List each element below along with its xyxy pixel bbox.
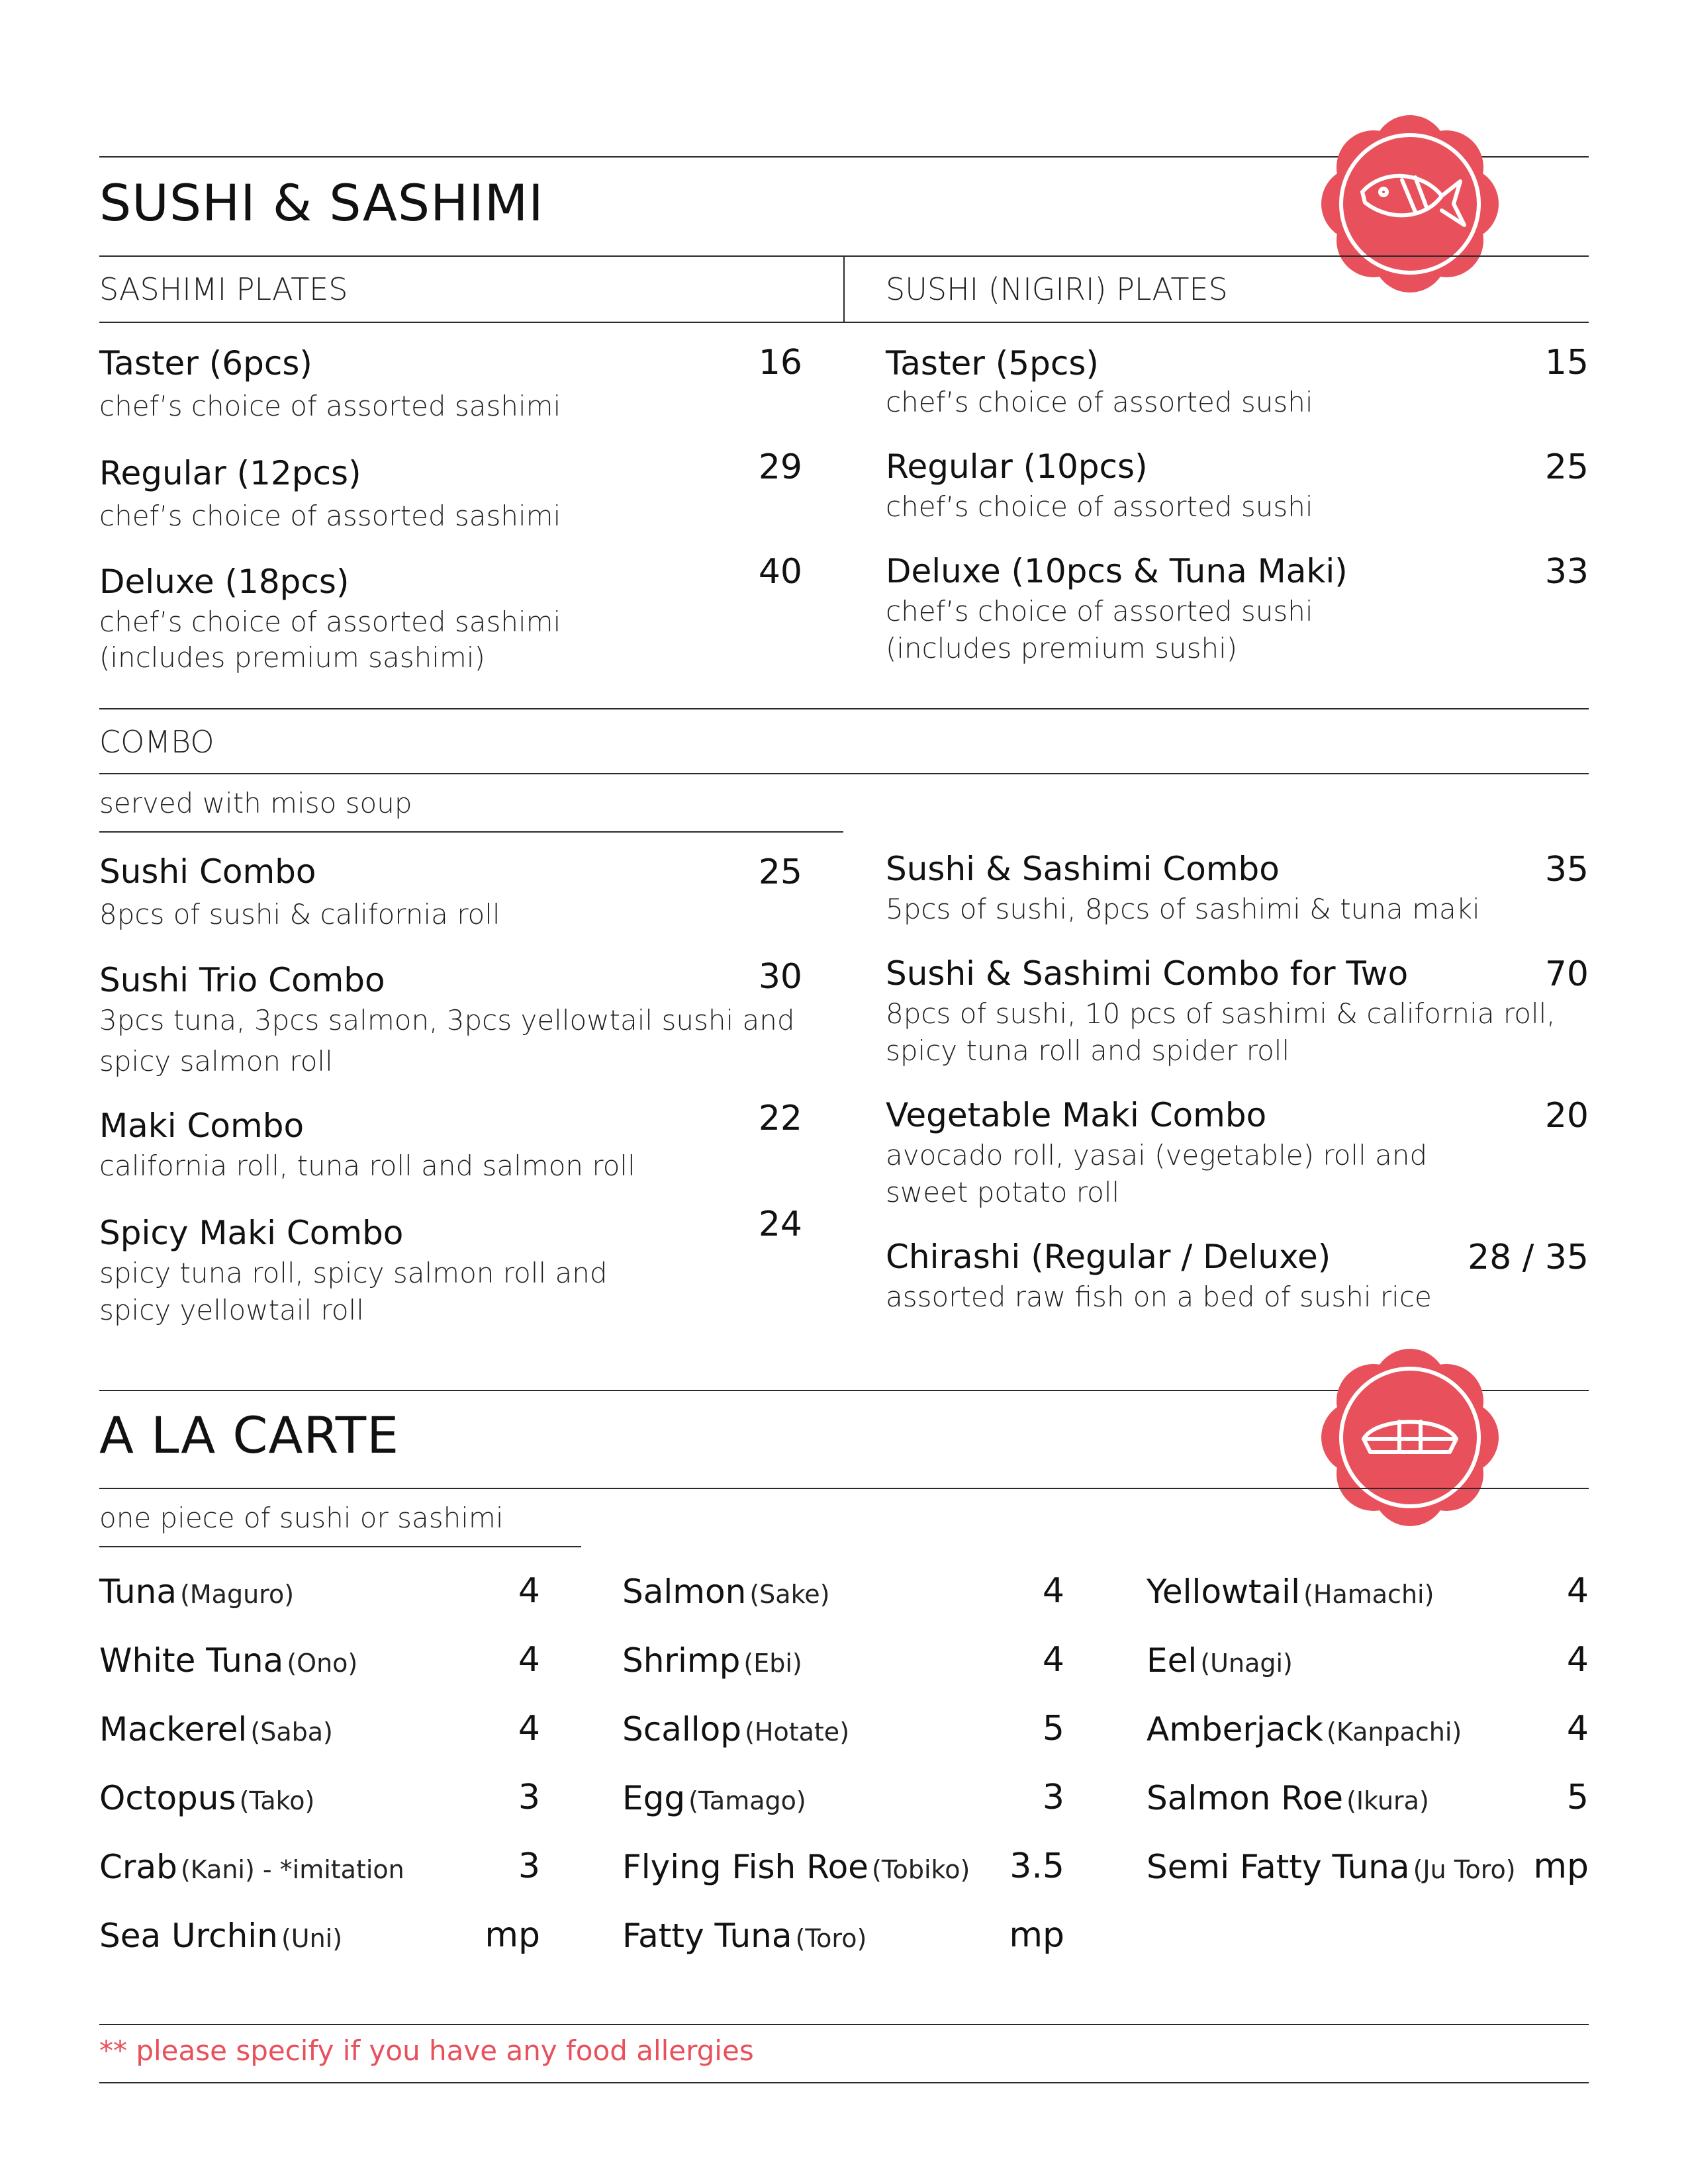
menu-item-desc: chef’s choice of assorted sushi [886, 386, 1313, 418]
item-price: 4 [518, 1571, 540, 1611]
item-name: Fatty Tuna [622, 1917, 792, 1955]
item-japanese-name: (Kanpachi) [1327, 1717, 1462, 1747]
combo-note: served with miso soup [99, 787, 412, 819]
column-divider [843, 255, 845, 323]
item-price: 4 [518, 1640, 540, 1680]
section-title-sushi-sashimi: SUSHI & SASHIMI [99, 173, 544, 232]
item-price: 4 [1566, 1571, 1589, 1611]
nigiri-plates-heading: SUSHI (NIGIRI) PLATES [886, 271, 1228, 307]
list-item [622, 1917, 867, 1955]
item-japanese-name: (Unagi) [1200, 1649, 1293, 1678]
item-name: Yellowtail [1147, 1572, 1300, 1611]
menu-item-desc: (includes premium sashimi) [99, 641, 485, 674]
a-la-carte-note: one piece of sushi or sashimi [99, 1502, 504, 1534]
item-japanese-name: (Maguro) [180, 1580, 295, 1609]
subsection-rule [99, 773, 1589, 774]
allergy-note: ** please specify if you have any food allergies [99, 2034, 754, 2067]
menu-item-price: 25 [758, 852, 802, 892]
item-price: 4 [1042, 1640, 1064, 1680]
subsection-rule [99, 831, 843, 833]
menu-item-price: 35 [1544, 850, 1589, 889]
combo-heading: COMBO [99, 724, 214, 760]
list-item [622, 1572, 829, 1611]
item-japanese-name: (Ebi) [743, 1649, 802, 1678]
menu-item-price: 25 [1544, 447, 1589, 487]
menu-item-desc: chef’s choice of assorted sashimi [99, 606, 561, 638]
menu-item-price: 70 [1544, 954, 1589, 994]
menu-item-name: Sushi Combo [99, 852, 316, 891]
menu-item-desc: assorted raw fish on a bed of sushi rice [886, 1281, 1432, 1313]
item-name: Salmon Roe [1147, 1779, 1343, 1817]
item-name: Tuna [99, 1572, 177, 1611]
item-name: Octopus [99, 1779, 236, 1817]
list-item [99, 1710, 333, 1749]
item-name: Scallop [622, 1710, 741, 1749]
item-price: 5 [1042, 1709, 1064, 1749]
menu-item-name: Deluxe (18pcs) [99, 563, 350, 601]
menu-item-desc: spicy salmon roll [99, 1045, 333, 1077]
menu-item-name: Regular (10pcs) [886, 447, 1148, 486]
item-name: Eel [1147, 1641, 1197, 1680]
list-item [622, 1710, 849, 1749]
menu-item-desc: california roll, tuna roll and salmon roll [99, 1150, 635, 1182]
item-price: mp [1009, 1915, 1064, 1955]
item-japanese-name: (Saba) [250, 1717, 333, 1747]
item-japanese-name: (Tamago) [688, 1786, 806, 1815]
item-name: Egg [622, 1779, 686, 1817]
menu-item-price: 22 [758, 1099, 802, 1138]
menu-item-desc: chef’s choice of assorted sashimi [99, 500, 561, 532]
subsection-rule [99, 1488, 1589, 1489]
menu-item-desc: spicy tuna roll, spicy salmon roll and [99, 1257, 608, 1289]
item-japanese-name: (Ono) [287, 1649, 358, 1678]
menu-item-price: 28 / 35 [1468, 1238, 1589, 1277]
menu-item-desc: spicy tuna roll and spider roll [886, 1034, 1290, 1067]
list-item [1147, 1641, 1293, 1680]
menu-item-desc: 5pcs of sushi, 8pcs of sashimi & tuna maki [886, 893, 1480, 925]
list-item [99, 1917, 342, 1955]
item-japanese-name: (Hotate) [745, 1717, 850, 1747]
list-item [622, 1779, 806, 1817]
item-japanese-name: (Ikura) [1346, 1786, 1429, 1815]
menu-item-name: Regular (12pcs) [99, 454, 361, 492]
menu-item-desc: 8pcs of sushi, 10 pcs of sashimi & california roll, [886, 997, 1556, 1030]
footer-rule [99, 2024, 1589, 2025]
item-price: 4 [1566, 1709, 1589, 1749]
footer-rule [99, 2082, 1589, 2083]
menu-item-price: 16 [758, 343, 802, 383]
list-item [622, 1848, 970, 1886]
menu-item-name: Sushi & Sashimi Combo [886, 850, 1280, 888]
item-price: 4 [1042, 1571, 1064, 1611]
list-item [99, 1779, 314, 1817]
item-japanese-name: (Hamachi) [1303, 1580, 1434, 1609]
menu-item-desc: avocado roll, yasai (vegetable) roll and [886, 1139, 1428, 1171]
subsection-rule [99, 322, 1589, 323]
item-price: 3.5 [1009, 1846, 1064, 1886]
menu-item-desc: 8pcs of sushi & california roll [99, 898, 500, 931]
sashimi-plates-heading: SASHIMI PLATES [99, 271, 348, 307]
item-name: Flying Fish Roe [622, 1848, 868, 1886]
menu-item-name: Taster (5pcs) [886, 344, 1099, 383]
item-price: 4 [518, 1709, 540, 1749]
item-japanese-name: (Uni) [281, 1924, 343, 1953]
menu-item-desc: spicy yellowtail roll [99, 1294, 364, 1326]
item-name: Semi Fatty Tuna [1147, 1848, 1410, 1886]
menu-item-desc: chef’s choice of assorted sushi [886, 595, 1313, 627]
menu-item-price: 20 [1544, 1096, 1589, 1136]
item-japanese-name: (Tobiko) [872, 1855, 970, 1884]
subsection-rule [99, 708, 1589, 709]
subsection-rule [99, 1546, 581, 1547]
menu-item-name: Vegetable Maki Combo [886, 1096, 1267, 1134]
menu-item-name: Taster (6pcs) [99, 344, 312, 383]
item-japanese-name: (Tako) [239, 1786, 315, 1815]
section-title-a-la-carte: A LA CARTE [99, 1406, 400, 1465]
fish-icon [1317, 111, 1503, 296]
menu-item-price: 30 [758, 957, 802, 997]
menu-item-desc: sweet potato roll [886, 1176, 1120, 1208]
item-name: Shrimp [622, 1641, 741, 1680]
menu-item-desc: 3pcs tuna, 3pcs salmon, 3pcs yellowtail sushi and [99, 1004, 795, 1036]
item-name: Amberjack [1147, 1710, 1323, 1749]
list-item [99, 1641, 357, 1680]
item-japanese-name: (Toro) [795, 1924, 867, 1953]
list-item [99, 1572, 294, 1611]
menu-item-price: 33 [1544, 552, 1589, 592]
item-japanese-name: (Sake) [749, 1580, 830, 1609]
menu-item-name: Spicy Maki Combo [99, 1214, 404, 1252]
item-price: 4 [1566, 1640, 1589, 1680]
menu-item-desc: chef’s choice of assorted sashimi [99, 390, 561, 422]
menu-item-name: Chirashi (Regular / Deluxe) [886, 1238, 1331, 1276]
menu-item-price: 24 [758, 1205, 802, 1244]
menu-item-name: Sushi Trio Combo [99, 961, 385, 999]
item-name: Mackerel [99, 1710, 248, 1749]
menu-item-price: 15 [1544, 343, 1589, 383]
menu-item-name: Deluxe (10pcs & Tuna Maki) [886, 552, 1348, 590]
item-price: 5 [1566, 1778, 1589, 1817]
item-price: mp [485, 1915, 540, 1955]
menu-item-desc: chef’s choice of assorted sushi [886, 490, 1313, 523]
list-item [1147, 1710, 1462, 1749]
item-price: 3 [518, 1778, 540, 1817]
item-name: White Tuna [99, 1641, 284, 1680]
item-price: 3 [518, 1846, 540, 1886]
item-name: Sea Urchin [99, 1917, 278, 1955]
list-item [622, 1641, 802, 1680]
list-item [99, 1848, 404, 1886]
nigiri-icon [1317, 1345, 1503, 1530]
list-item [1147, 1779, 1429, 1817]
menu-item-price: 29 [758, 447, 802, 487]
item-price: 3 [1042, 1778, 1064, 1817]
menu-item-name: Maki Combo [99, 1107, 305, 1145]
item-price: mp [1533, 1846, 1589, 1886]
menu-item-name: Sushi & Sashimi Combo for Two [886, 954, 1409, 993]
list-item [1147, 1572, 1434, 1611]
item-name: Salmon [622, 1572, 747, 1611]
menu-item-desc: (includes premium sushi) [886, 632, 1238, 664]
item-japanese-name: (Ju Toro) [1413, 1855, 1516, 1884]
item-name: Crab [99, 1848, 177, 1886]
item-japanese-name: (Kani) - *imitation [180, 1855, 404, 1884]
menu-item-price: 40 [758, 552, 802, 592]
